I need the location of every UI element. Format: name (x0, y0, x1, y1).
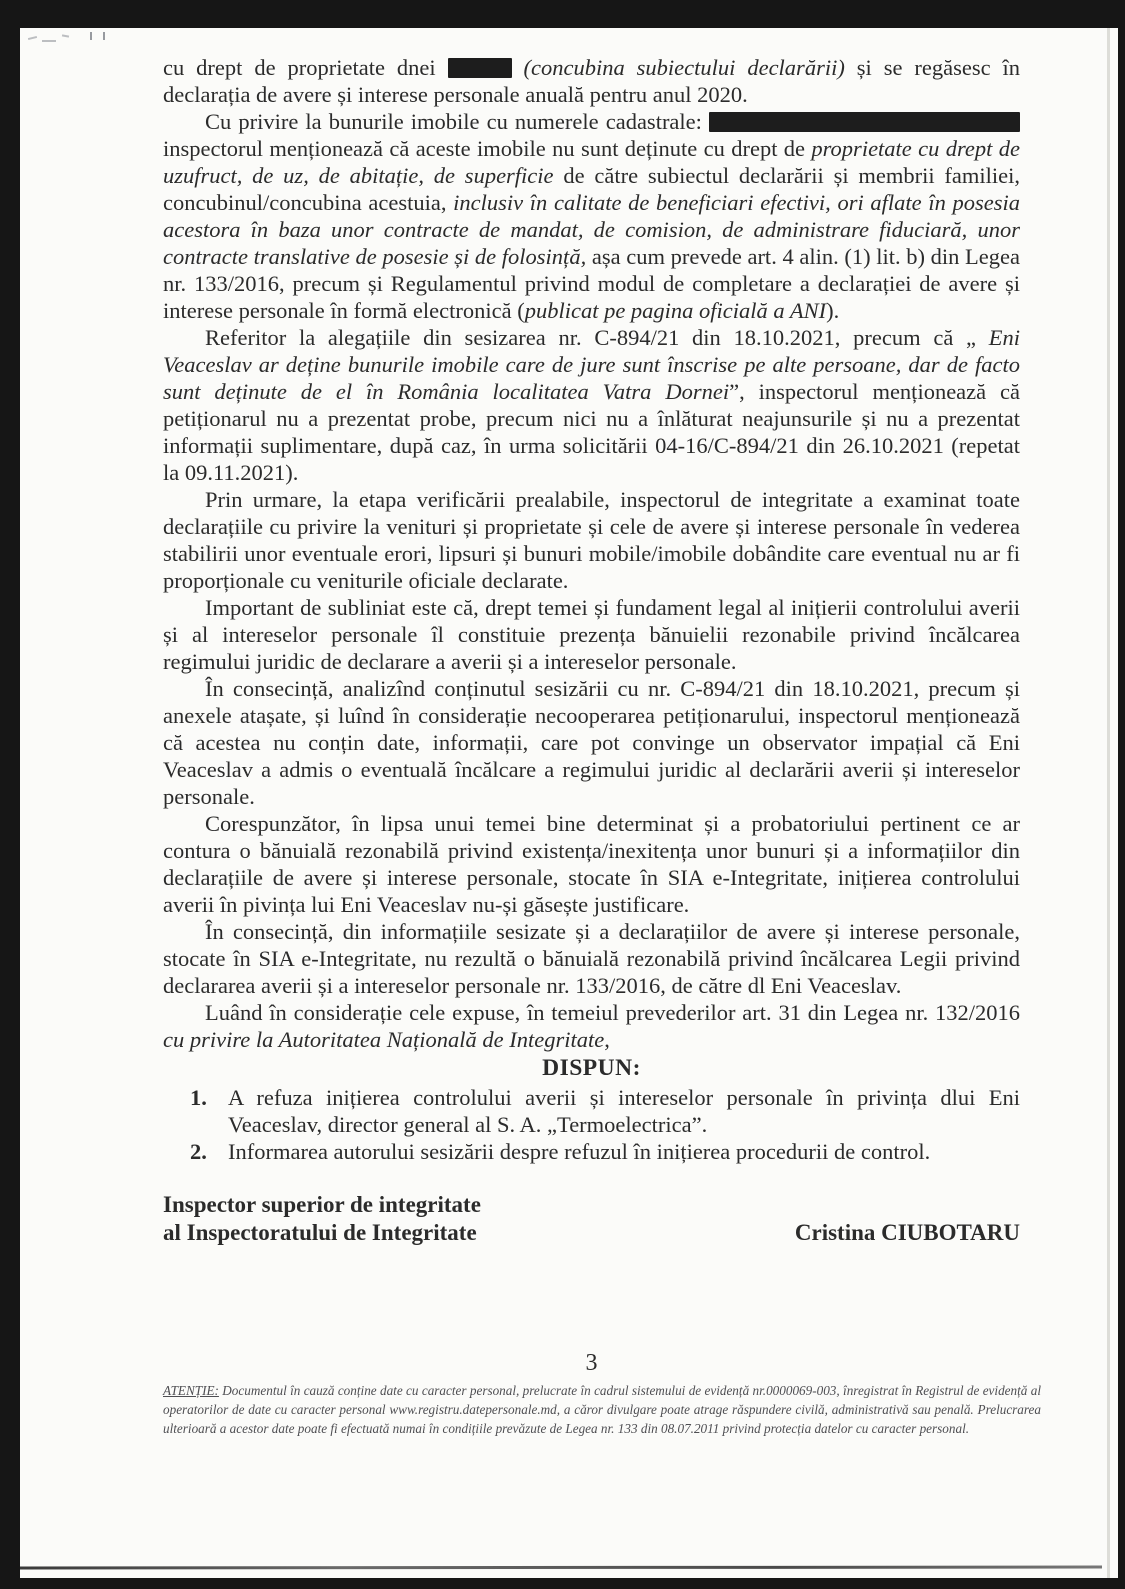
list-item (163, 1138, 1020, 1165)
text-run: de către subiectul declarării și membrii familiei, concubinul/concubina acestuia, (163, 163, 1021, 215)
text-run: cu drept de proprietate dnei (163, 55, 448, 80)
document-body (163, 54, 1020, 1053)
footnote-text: Documentul în cauză conține date cu caracter personal, prelucrate în cadrul sistemului de evidență nr.0000069-003, înregistrat în Registrul de evidență al operatorilor de date cu caracter personal www.registru.datepersonale.md, a căror divulgare poate atrage răspundere civilă, administrativă sau penală. Prelucrarea ulterioară a acestor date poate fi efectuată numai în condițiile prevăzute de Legea nr. 133 din 08.07.2011 privind protecția datelor cu caracter personal. (163, 1383, 1041, 1436)
text-run: Luând în considerație cele expuse, în temeiul prevederilor art. 31 din Legea nr. 132/2016 (205, 1000, 1020, 1025)
pencil-stroke-icon (42, 40, 56, 42)
signer-role (163, 1191, 481, 1247)
text-run: În consecință, analizînd conținutul sesizării cu nr. C-894/21 din 18.10.2021, precum și anexele atașate, și luînd în considerație necooperarea petiționarului, inspectorul menționează că acestea nu conțin date, informații, care pot convinge un observator impațial că Eni Veaceslav a admis o eventuală încălcare a regimului juridic al declarării averii și intereselor personale. (163, 676, 1020, 809)
document-page (20, 28, 1118, 1578)
list-item-number: 2. (190, 1139, 207, 1164)
decision-list (163, 1084, 1020, 1165)
page-edge-shadow (1107, 28, 1110, 1578)
privacy-footnote (163, 1381, 1041, 1438)
pencil-marks-icon (28, 28, 138, 48)
signer-name: Cristina CIUBOTARU (794, 1220, 1020, 1245)
signature-block (163, 1191, 1020, 1247)
italic-text-run: proprietate cu drept de uzufruct, de uz, de abitație, de superficie (163, 136, 1020, 188)
paragraph (163, 486, 1020, 594)
paragraph (163, 918, 1020, 999)
signer-role-line2: al Inspectoratului de Integritate (163, 1220, 477, 1245)
italic-text-run: inclusiv în calitate de beneficiari efectivi, ori aflate în posesia acestora în baza unor contracte de mandat, de comision, de administrare fiduciară, unor contracte translative de posesie și de folosință, (163, 190, 1020, 269)
paragraph (163, 108, 1020, 324)
list-item-text: Informarea autorului sesizării despre refuzul în inițierea procedurii de control. (228, 1139, 931, 1164)
pencil-stroke-icon (28, 36, 37, 40)
page-number: 3 (585, 1350, 598, 1376)
signer-role-line1: Inspector superior de integritate (163, 1192, 481, 1217)
list-item (163, 1084, 1020, 1138)
text-run: Cu privire la bunurile imobile cu numerele cadastrale: (205, 109, 709, 134)
text-run: Prin urmare, la etapa verificării prealabile, inspectorul de integritate a examinat toate declarațiile cu privire la venituri și proprietate și cele de avere și interese personale în vederea stabilirii unor eventuale erori, lipsuri și bunuri mobile/imobile dobândite care eventual nu ar fi proporționale cu veniturile oficiale declarate. (163, 487, 1020, 593)
text-run: inspectorul menționează că aceste imobile nu sunt deținute cu drept de (163, 136, 812, 161)
paragraph (163, 810, 1020, 918)
paragraph (163, 324, 1020, 486)
italic-text-run: cu privire la Autoritatea Națională de Integritate (163, 1027, 605, 1052)
footnote-attention-label: ATENȚIE: (163, 1383, 219, 1398)
text-run: Important de subliniat este că, drept temei și fundament legal al inițierii controlului averii și al intereselor personale îl constituie prezența bănuielii rezonabile privind încălcarea regimului juridic de declarare a averii și a intereselor personale. (163, 595, 1020, 674)
pencil-stroke-icon (62, 34, 69, 37)
list-item-text: A refuza inițierea controlului averii și intereselor personale în privința dlui Eni Veaceslav, director general al S. A. „Termoelectrica”. (228, 1085, 1020, 1137)
italic-text-run: publicat pe pagina oficială a ANI (524, 298, 827, 323)
redaction-bar (448, 58, 512, 78)
text-run: Corespunzător, în lipsa unui temei bine determinat și a probatoriului pertinent ce ar contura o bănuială rezonabilă privind existența/inexitența unor bunuri și a informațiilor din declarațiile de avere și interese personale, stocate în SIA e-Integritate, inițierea controlului averii în pivința lui Eni Veaceslav nu-și găsește justificare. (163, 811, 1020, 917)
text-run: și se regăsesc în declarația de avere și interese personale anuală pentru anul 2020. (163, 55, 1021, 107)
text-run: așa cum prevede art. 4 alin. (1) lit. b) din Legea nr. 133/2016, precum și Regulamentul privind modul de completare a declarației de avere și interese personale în formă electronică ( (163, 244, 1021, 323)
text-run: , (604, 1027, 610, 1052)
text-run: ). (826, 298, 840, 323)
paragraph (163, 54, 1020, 108)
italic-text-run: (concubina subiectului declarării) (523, 55, 845, 80)
document-content (163, 54, 1020, 1247)
paragraph (163, 675, 1020, 810)
text-run: Referitor la alegațiile din sesizarea nr. C-894/21 din 18.10.2021, precum că „ (205, 325, 989, 350)
italic-text-run: Eni Veaceslav ar deține bunurile imobile care de jure sunt înscrise pe alte persoane, dar de facto sunt deținute de el în România localitatea Vatra Dornei (163, 325, 1020, 404)
text-run: În consecință, din informațiile sesizate și a declarațiilor de avere și interese personale, stocate în SIA e-Integritate, nu rezultă o bănuială rezonabilă privind încălcarea Legii privind declararea averii și a intereselor personale nr. 133/2016, de către dl Eni Veaceslav. (163, 919, 1020, 998)
pencil-stroke-icon (90, 32, 105, 40)
paragraph (163, 999, 1020, 1053)
paragraph (163, 594, 1020, 675)
text-run (512, 55, 524, 80)
dispose-heading: DISPUN: (542, 1055, 641, 1081)
scan-artifact-line (20, 1566, 1102, 1570)
redaction-bar (709, 112, 1020, 132)
list-item-number: 1. (190, 1085, 207, 1110)
text-run: ”, inspectorul menționează că petiționarul nu a prezentat probe, precum nici nu a înlăturat neajunsurile și nu a prezentat informații suplimentare, după caz, în urma solicitării 04-16/C-894/21 din 26.10.2021 (repetat la 09.11.2021). (163, 379, 1021, 485)
